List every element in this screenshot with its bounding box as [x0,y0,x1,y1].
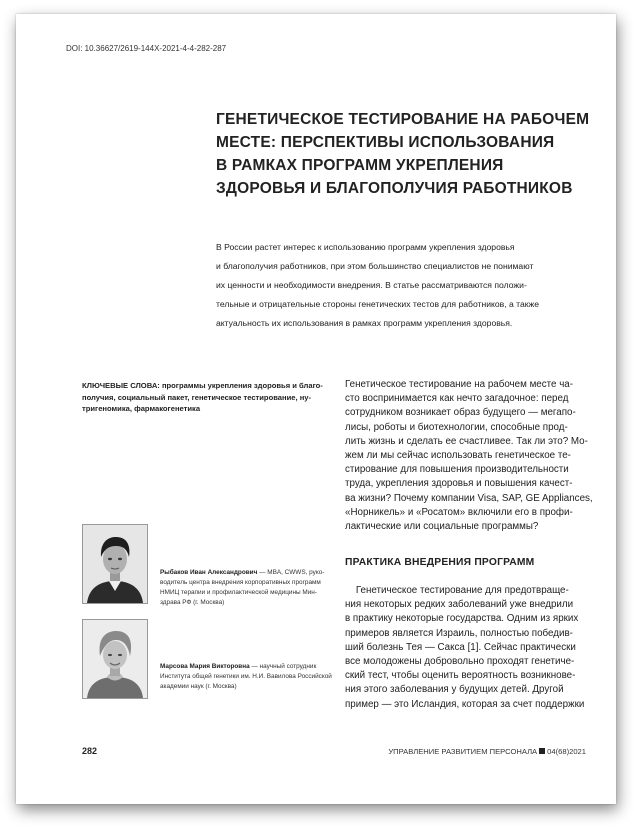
body-line: жем ли мы сейчас использовать генетическое те- [345,450,571,462]
body-line: ва жизни? Почему компании Visa, SAP, GE Appliances, [345,492,593,504]
body-line: все молодожены добровольно проходят генетиче- [345,656,575,668]
keywords-line: КЛЮЧЕВЫЕ СЛОВА: программы укрепления здоровья и благо- [82,381,323,390]
body-line: ский тест, чтобы оценить вероятность возникнове- [345,670,576,682]
author-bio-marsova [160,662,330,692]
abstract-line: В России растет интерес к использованию программ укрепления здоровья [216,242,515,252]
body-line: в практику некоторые государства. Одним из ярких [345,613,579,625]
journal-page [16,14,616,804]
keywords [82,380,327,415]
author-name: Рыбаков Иван Александрович [160,569,258,576]
journal-footer [388,747,586,756]
journal-name: УПРАВЛЕНИЕ РАЗВИТИЕМ ПЕРСОНАЛА [388,747,538,756]
keywords-line: тригеномика, фармакогенетика [82,404,201,413]
bio-line: НМИЦ терапии и профилактической медицины Мин- [160,589,317,596]
abstract-line: тельные и отрицательные стороны генетических тестов для работников, а также [216,299,540,309]
body-line: ния этого заболевания у будущих детей. Другой [345,684,564,696]
author-portrait [83,525,147,603]
author-name: Марсова Мария Викторовна [160,663,250,670]
body-line: стирование для повышения производительности [345,464,569,476]
bio-line: академии наук (г. Москва) [160,683,237,690]
body-line: ший болезнь Тея — Сакса [1]. Сейчас практически [345,641,576,653]
author-photo-rybakov [82,524,148,604]
abstract [216,238,584,333]
bio-line: здрава РФ (г. Москва) [160,599,225,606]
bio-line: Института общей генетики им. Н.И. Вавилова Российской [160,673,332,680]
keywords-line: получия, социальный пакет, генетическое тестирование, ну- [82,392,312,402]
title-line: ГЕНЕТИЧЕСКОЕ ТЕСТИРОВАНИЕ НА РАБОЧЕМ [216,111,590,128]
body-line: сотрудником возникает образ будущего — мегапо- [345,407,576,419]
author-portrait [83,620,147,698]
body-line: лисы, роботы и биотехнологии, способные прод- [345,421,568,433]
body-line: примеров является Израиль, полностью победив- [345,627,573,639]
article-title [216,108,606,200]
body-line: «Норникель» и «Росатом» включили его в профи- [345,506,573,518]
title-line: ЗДОРОВЬЯ И БЛАГОПОЛУЧИЯ РАБОТНИКОВ [216,180,573,197]
abstract-line: и благополучия работников, при этом большинство специалистов не понимают [216,261,534,271]
body-line: труда, укрепления здоровья и повышения качест- [345,478,573,490]
abstract-line: их ценности и необходимости внедрения. В статье рассматриваются положи- [216,280,527,290]
bio-line: — научный сотрудник [249,663,317,670]
author-bio-rybakov [160,568,330,608]
body-line: сто воспринимается как нечто загадочное: перед [345,393,569,405]
bio-line: водитель центра внедрения корпоративных программ [160,579,321,586]
title-line: В РАМКАХ ПРОГРАММ УКРЕПЛЕНИЯ [216,157,504,174]
title-line: МЕСТЕ: ПЕРСПЕКТИВЫ ИСПОЛЬЗОВАНИЯ [216,134,555,151]
intro-paragraph [345,378,595,534]
page-number: 282 [82,746,98,756]
author-photo-marsova [82,619,148,699]
body-line: лактические или социальные программы? [345,521,539,533]
body-line: Генетическое тестирование на рабочем месте ча- [345,379,574,390]
section-heading: ПРАКТИКА ВНЕДРЕНИЯ ПРОГРАММ [345,557,535,568]
doi: DOI: 10.36627/2619-144X-2021-4-4-282-287 [66,44,227,53]
body-line: пример — это Исландия, которая за счет поддержки [345,698,585,710]
journal-issue: 04(68)2021 [547,747,586,756]
section-paragraph [345,584,595,712]
body-line: ния некоторых редких заболеваний уже внедрили [345,599,574,611]
abstract-line: актуальность их использования в рамках программ укрепления здоровья. [216,318,513,328]
body-line: лить жизнь и сделать ее счастливее. Так ли это? Мо- [345,435,588,447]
body-line: Генетическое тестирование для предотвраще- [345,585,569,596]
square-bullet-icon [539,748,545,754]
bio-line: — MBA, CWWS, руко- [257,569,325,576]
